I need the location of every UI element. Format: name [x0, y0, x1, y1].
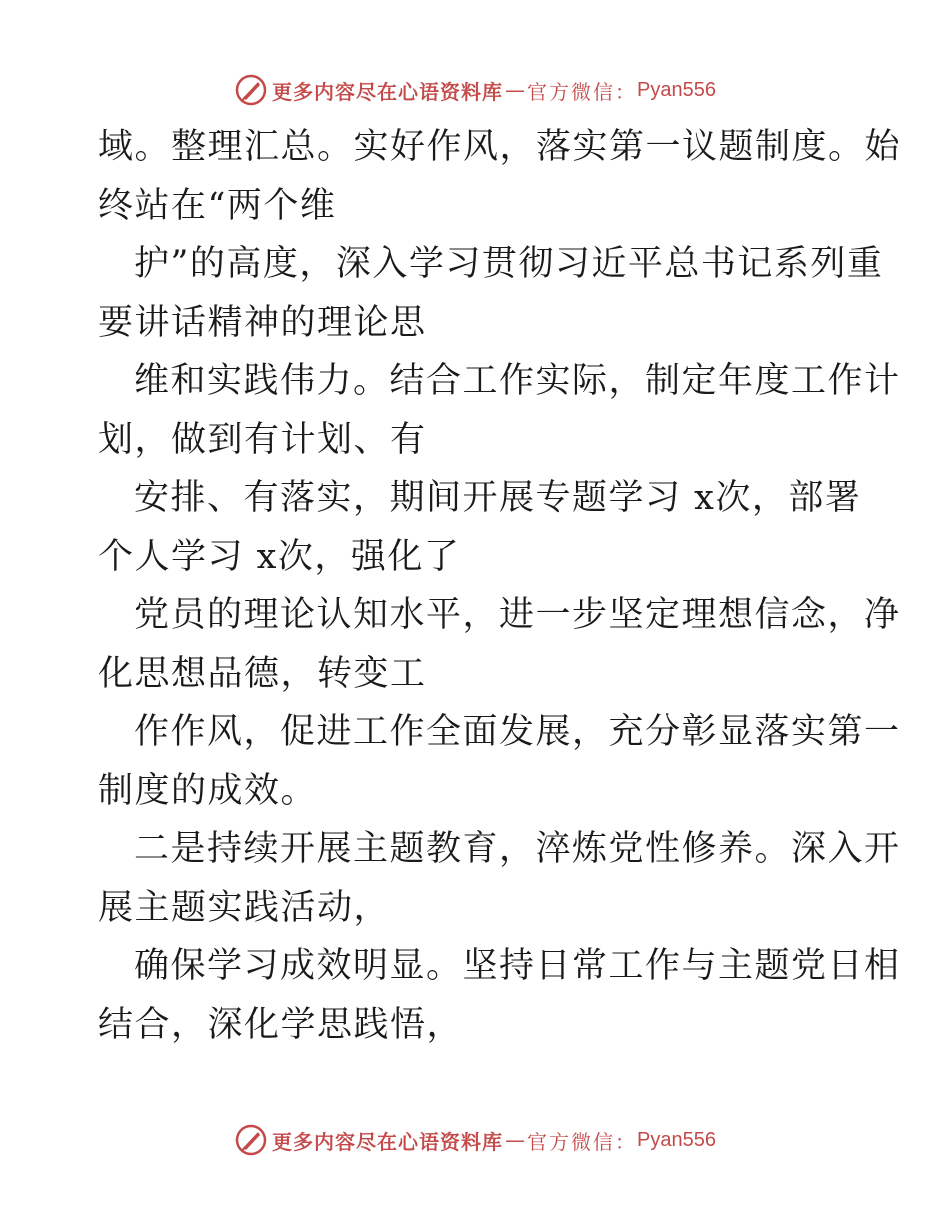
text-line: 制度的成效。 [98, 770, 318, 811]
text-line: 护”的高度，深入学习贯彻习近平总书记系列重 [134, 244, 884, 284]
text-line: 要讲话精神的理论思 [98, 302, 427, 343]
watermark-official: 官方微信： [527, 79, 638, 104]
watermark-official: 官方微信： [527, 1129, 638, 1154]
text-line: 终站在“两个维 [98, 185, 337, 226]
text-line: 域。整理汇总。实好作风，落实第一议题制度。始 [98, 127, 902, 167]
watermark-dash: — [505, 1128, 526, 1152]
text-line: 展主题实践活动， [98, 887, 391, 928]
watermark-brand: 更多内容尽在心语资料库 [272, 79, 504, 104]
text-line: 二是持续开展主题教育，淬炼党性修养。深入开 [134, 829, 901, 869]
header-watermark [0, 70, 950, 110]
footer-watermark [0, 1120, 950, 1160]
quill-logo-icon [234, 73, 268, 107]
text-line: 党员的理论认知水平，进一步坚定理想信念，净 [134, 595, 901, 635]
text-line: 个人学习 x次，强化了 [98, 536, 461, 577]
text-line: 确保学习成效明显。坚持日常工作与主题党日相 [134, 946, 901, 986]
quill-logo-icon [234, 1123, 268, 1157]
text-line: 维和实践伟力。结合工作实际，制定年度工作计 [134, 361, 901, 401]
text-line: 化思想品德，转变工 [98, 653, 427, 694]
watermark-id: Pyan556 [637, 1128, 716, 1151]
text-line: 结合，深化学思践悟， [98, 1004, 464, 1045]
watermark-id: Pyan556 [637, 78, 716, 101]
text-line: 安排、有落实，期间开展专题学习 x次，部署 [134, 478, 862, 518]
watermark-brand: 更多内容尽在心语资料库 [272, 1129, 504, 1154]
text-line: 作作风，促进工作全面发展，充分彰显落实第一 [134, 712, 901, 752]
document-body [98, 118, 902, 1054]
text-line: 划，做到有计划、有 [98, 419, 427, 460]
watermark-dash: — [505, 78, 526, 102]
